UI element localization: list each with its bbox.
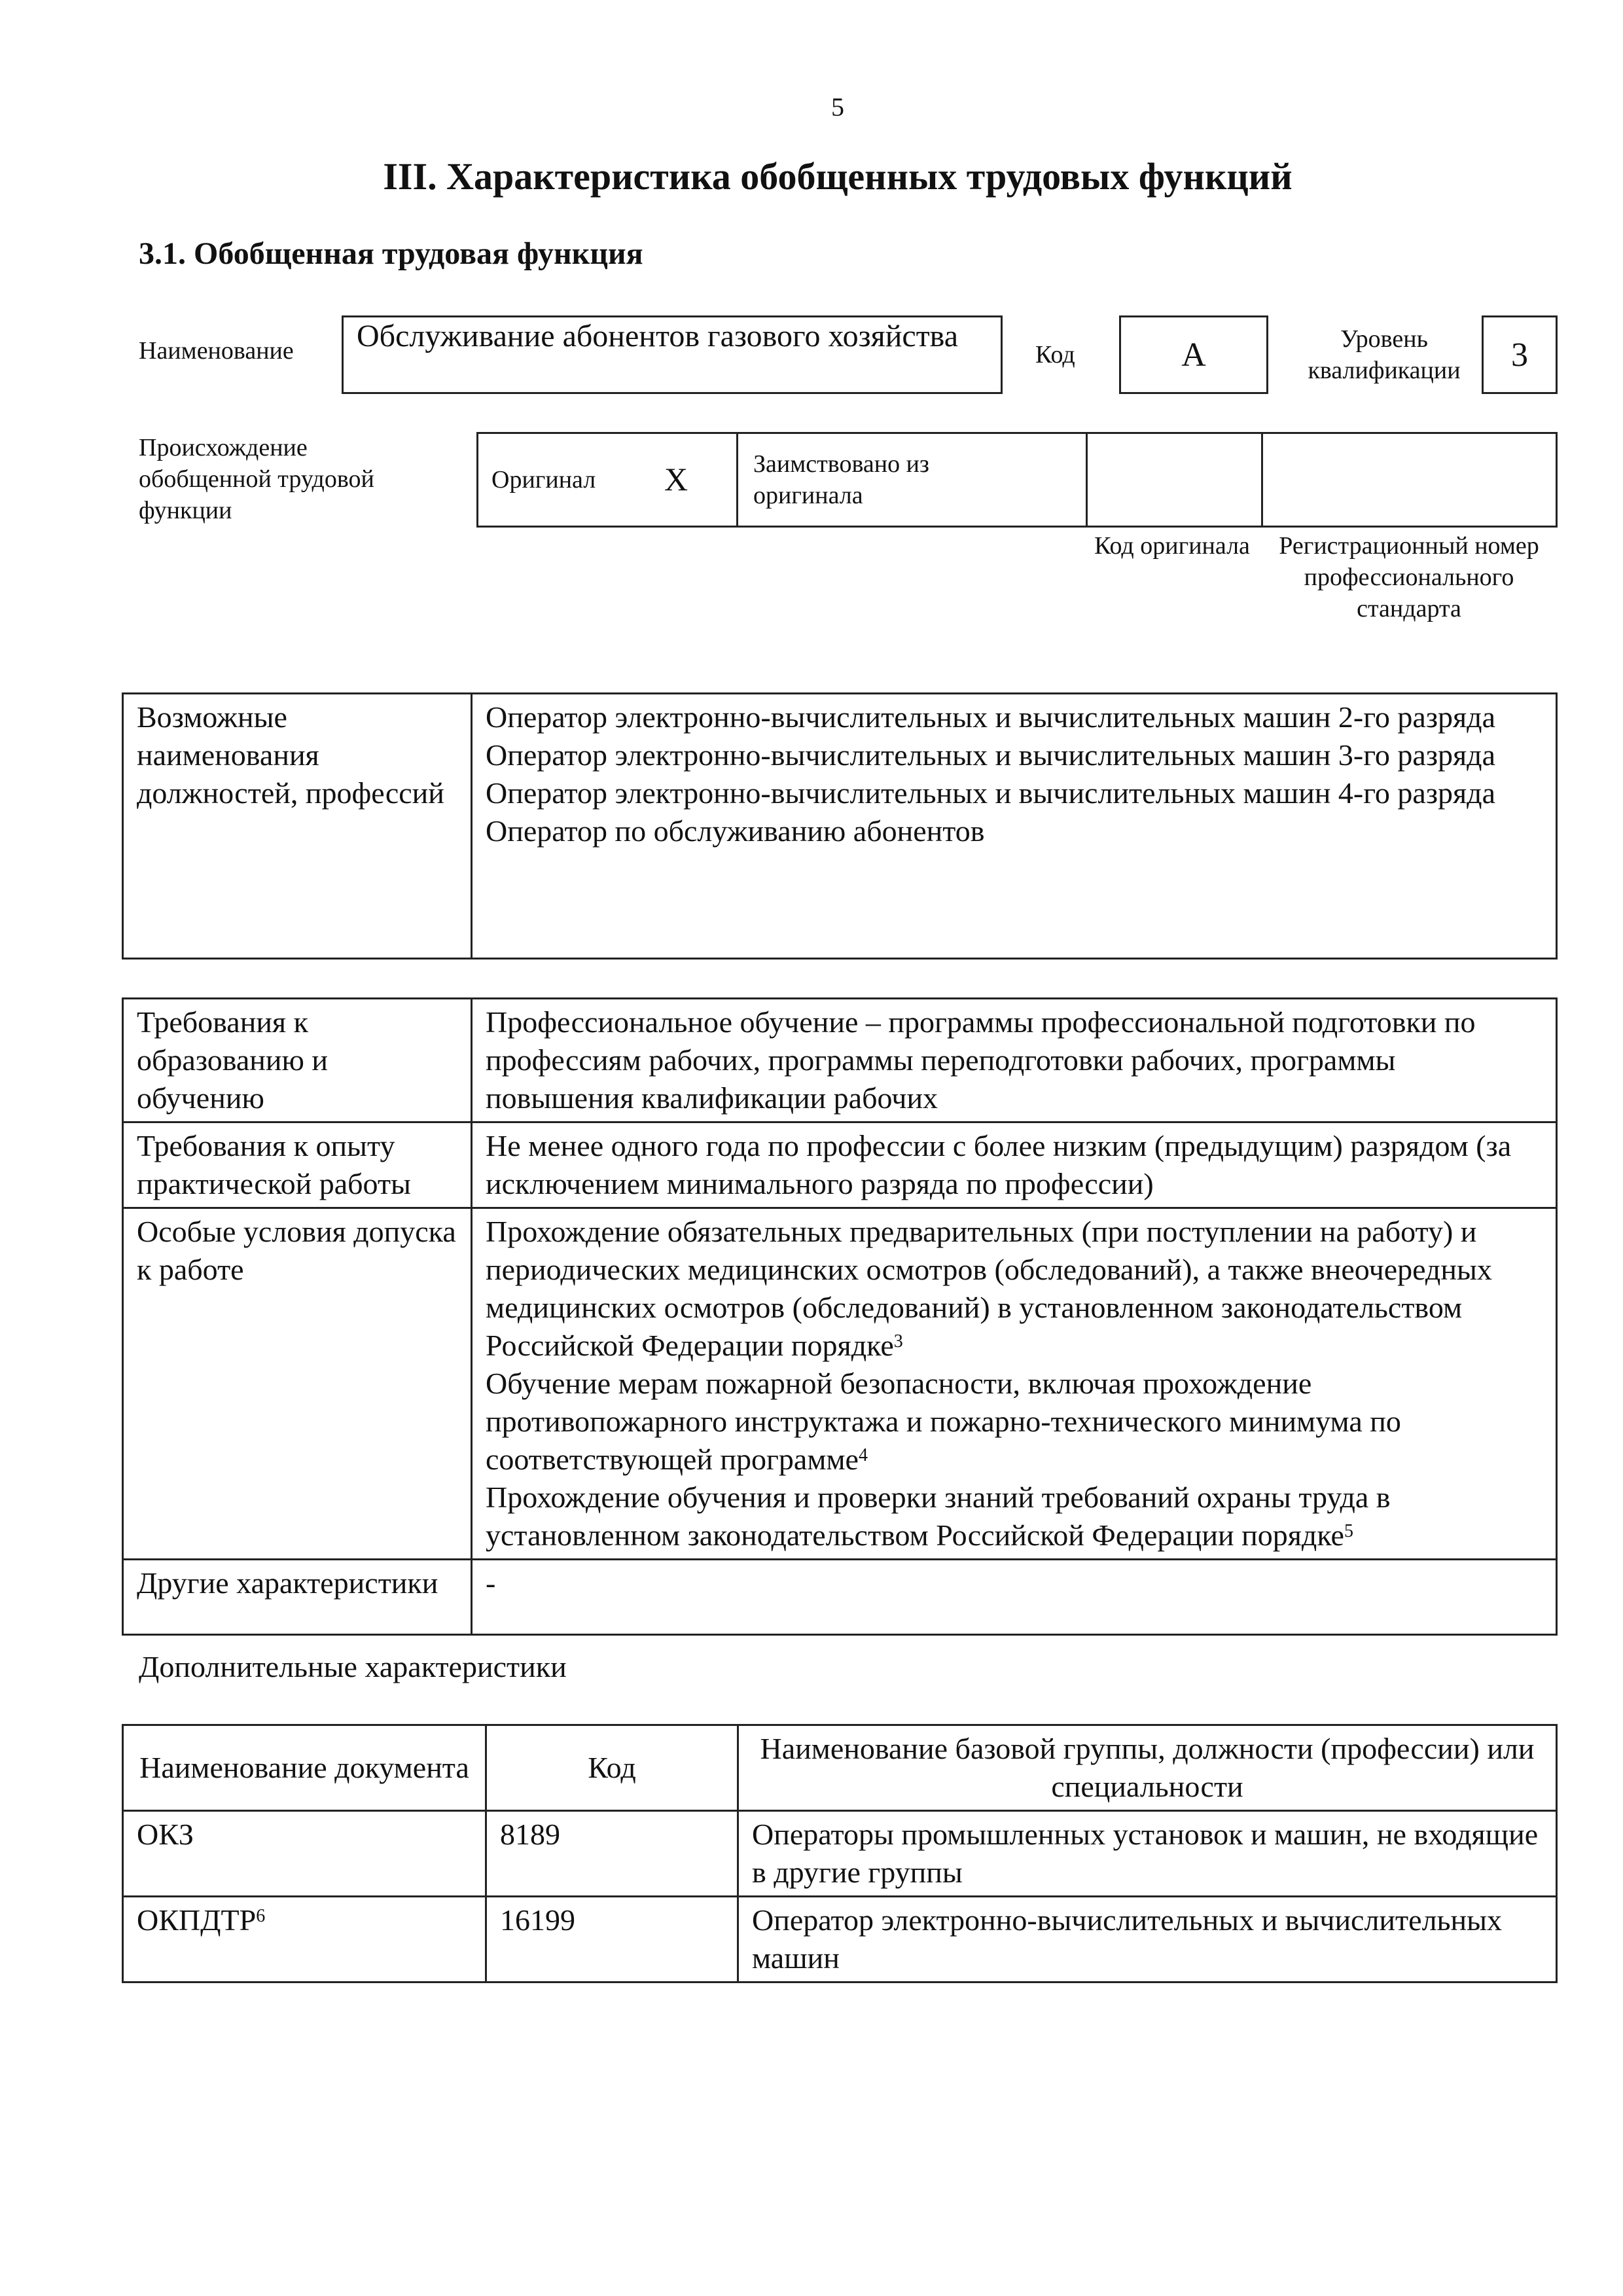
position-item: Оператор электронно-вычислительных и вычислительных машин 4-го разряда — [486, 776, 1495, 810]
code-cell: 8189 — [486, 1811, 738, 1897]
doc-cell: ОКПДТР$^6$ — [123, 1897, 486, 1982]
special-conditions-text — [472, 1208, 1557, 1560]
code-cell: 16199 — [486, 1897, 738, 1982]
table-row — [123, 1897, 1557, 1982]
position-item: Оператор электронно-вычислительных и вычислительных машин 3-го разряда — [486, 738, 1495, 772]
header-document: Наименование документа — [123, 1725, 486, 1811]
footnote-mark: 5 — [1344, 1521, 1353, 1541]
code-original-caption: Код оригинала — [1094, 532, 1250, 560]
page-number: 5 — [831, 92, 844, 122]
table-row — [123, 1811, 1557, 1897]
code-label: Код — [1035, 341, 1075, 368]
subsection-title: 3.1. Обобщенная трудовая функция — [139, 236, 643, 271]
group-name-cell: Операторы промышленных установок и машин, не входящие в другие группы — [738, 1811, 1557, 1897]
positions-table — [122, 692, 1558, 960]
header-code: Код — [486, 1725, 738, 1811]
special-conditions-label: Особые условия допуска к работе — [123, 1208, 472, 1560]
condition-item: Прохождение обучения и проверки знаний требований охраны труда в установленном законодательством Российской Федерации порядке$^5$ — [486, 1480, 1391, 1552]
education-label: Требования к образованию и обучению — [123, 999, 472, 1122]
origin-label: Происхождение обобщенной трудовой функции — [139, 434, 374, 524]
footnote-mark: 3 — [893, 1331, 903, 1352]
condition-item: Прохождение обязательных предварительных (при поступлении на работу) и периодических медицинских осмотров (обследований), а также внеочередных медицинских осмотров (обследований) в установленном законодательством Российской Федерации порядке$^3$ — [486, 1215, 1492, 1362]
original-label: Оригинал — [491, 466, 596, 493]
additional-title: Дополнительные характеристики — [139, 1650, 567, 1683]
position-item: Оператор электронно-вычислительных и вычислительных машин 2-го разряда — [486, 700, 1495, 734]
positions-list — [472, 694, 1557, 959]
reg-number-caption: Регистрационный номер профессионального стандарта — [1279, 532, 1539, 622]
education-text: Профессиональное обучение – программы профессиональной подготовки по профессиям рабочих, программы переподготовки рабочих, программы повышения квалификации рабочих — [472, 999, 1557, 1122]
level-label: Уровень квалификации — [1308, 325, 1461, 384]
level-value: 3 — [1482, 315, 1558, 394]
additional-table — [122, 1724, 1558, 1983]
footnote-mark: 6 — [256, 1906, 266, 1926]
other-text: - — [472, 1560, 1557, 1635]
original-mark: Х — [664, 461, 688, 497]
function-name: Обслуживание абонентов газового хозяйства — [357, 319, 959, 353]
experience-text: Не менее одного года по профессии с более низким (предыдущим) разрядом (за исключением минимального разряда по профессии) — [472, 1122, 1557, 1208]
origin-box — [476, 432, 1558, 528]
group-name-cell: Оператор электронно-вычислительных и вычислительных машин — [738, 1897, 1557, 1982]
positions-label: Возможные наименования должностей, профессий — [123, 694, 472, 959]
requirements-table — [122, 997, 1558, 1636]
condition-item: Обучение мерам пожарной безопасности, включая прохождение противопожарного инструктажа и пожарно-технического минимума по соответствующей программе$^4$ — [486, 1367, 1401, 1476]
other-label: Другие характеристики — [123, 1560, 472, 1635]
experience-label: Требования к опыту практической работы — [123, 1122, 472, 1208]
doc-cell: ОКЗ — [123, 1811, 486, 1897]
code-value: А — [1119, 315, 1268, 394]
name-label: Наименование — [139, 337, 294, 365]
function-name-box — [342, 315, 1003, 394]
header-group-name: Наименование базовой группы, должности (профессии) или специальности — [738, 1725, 1557, 1811]
footnote-mark: 4 — [858, 1445, 868, 1465]
position-item: Оператор по обслуживанию абонентов — [486, 814, 985, 848]
borrowed-label: Заимствовано из оригинала — [753, 450, 929, 509]
section-title: III. Характеристика обобщенных трудовых функций — [383, 155, 1293, 198]
